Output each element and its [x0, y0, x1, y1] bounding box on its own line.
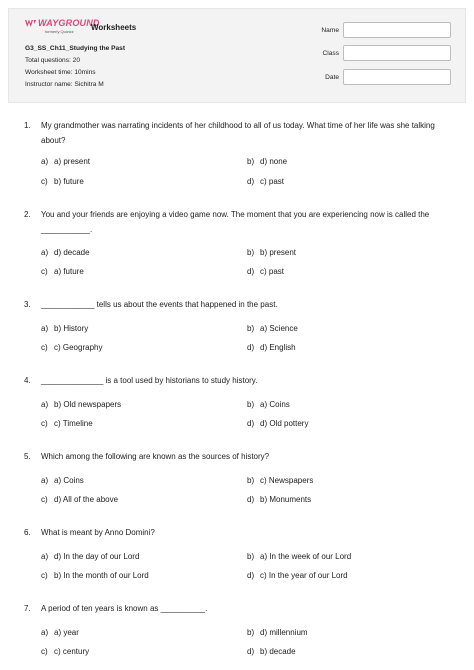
- logo-subtitle: formerly Quizizz: [45, 29, 74, 34]
- option-d[interactable]: d) c) past: [247, 177, 285, 186]
- question-text: ____________ tells us about the events that happened in the past.: [41, 300, 278, 309]
- date-label: Date: [325, 74, 339, 81]
- option-a[interactable]: a) b) Old newspapers: [41, 400, 122, 409]
- name-label: Name: [321, 27, 339, 34]
- total-questions: Total questions: 20: [25, 57, 80, 64]
- logo-text: WAYGROUND: [38, 18, 100, 28]
- instructor-name: Instructor name: Sichitra M: [25, 81, 104, 88]
- option-c[interactable]: c) b) future: [41, 177, 84, 186]
- option-a[interactable]: a) a) Coins: [41, 476, 84, 485]
- worksheet-title: G3_SS_Ch11_Studying the Past: [25, 45, 126, 52]
- question-text: What is meant by Anno Domini?: [41, 528, 155, 537]
- wayground-logo: [25, 18, 100, 34]
- option-b[interactable]: b) a) Coins: [247, 400, 290, 409]
- question-text: Which among the following are known as the sources of history?: [41, 452, 270, 461]
- question-number: 1.: [24, 121, 31, 130]
- class-label: Class: [322, 50, 339, 57]
- worksheet-time: Worksheet time: 10mins: [25, 69, 96, 76]
- option-b[interactable]: b) a) Science: [247, 324, 298, 333]
- option-c[interactable]: c) c) Geography: [41, 343, 103, 352]
- option-b[interactable]: b) b) present: [247, 248, 297, 257]
- option-a[interactable]: a) d) In the day of our Lord: [41, 552, 140, 561]
- question-number: 3.: [24, 300, 31, 309]
- option-d[interactable]: d) c) past: [247, 267, 285, 276]
- question-text: You and your friends are enjoying a video game now. The moment that you are experiencing now is called the ___________.: [41, 210, 430, 234]
- option-b[interactable]: b) d) none: [247, 157, 288, 166]
- question-number: 5.: [24, 452, 31, 461]
- name-field[interactable]: [343, 22, 451, 38]
- option-a[interactable]: a) d) decade: [41, 248, 90, 257]
- option-c[interactable]: c) c) century: [41, 647, 90, 656]
- option-d[interactable]: d) c) In the year of our Lord: [247, 571, 348, 580]
- option-c[interactable]: c) c) Timeline: [41, 419, 93, 428]
- wayground-mark-icon: [25, 19, 36, 28]
- option-a[interactable]: a) b) History: [41, 324, 89, 333]
- question-number: 7.: [24, 604, 31, 613]
- worksheets-label: Worksheets: [91, 23, 137, 32]
- option-b[interactable]: b) c) Newspapers: [247, 476, 314, 485]
- option-d[interactable]: d) b) decade: [247, 647, 296, 656]
- worksheet-header: [8, 8, 466, 103]
- class-field[interactable]: [343, 45, 451, 61]
- question-text: A period of ten years is known as __________.: [41, 604, 208, 613]
- question-text: My grandmother was narrating incidents of her childhood to all of us today. What time of her life was she talking about?: [41, 121, 435, 145]
- question-number: 2.: [24, 210, 31, 219]
- option-d[interactable]: d) d) English: [247, 343, 296, 352]
- question-number: 6.: [24, 528, 31, 537]
- option-d[interactable]: d) b) Monuments: [247, 495, 312, 504]
- option-a[interactable]: a) a) present: [41, 157, 91, 166]
- option-a[interactable]: a) a) year: [41, 628, 79, 637]
- option-c[interactable]: c) d) All of the above: [41, 495, 119, 504]
- option-d[interactable]: d) d) Old pottery: [247, 419, 309, 428]
- option-c[interactable]: c) b) In the month of our Lord: [41, 571, 149, 580]
- option-c[interactable]: c) a) future: [41, 267, 84, 276]
- question-number: 4.: [24, 376, 31, 385]
- question-text: ______________ is a tool used by historians to study history.: [41, 376, 258, 385]
- date-field[interactable]: [343, 69, 451, 85]
- option-b[interactable]: b) d) millennium: [247, 628, 308, 637]
- option-b[interactable]: b) a) In the week of our Lord: [247, 552, 352, 561]
